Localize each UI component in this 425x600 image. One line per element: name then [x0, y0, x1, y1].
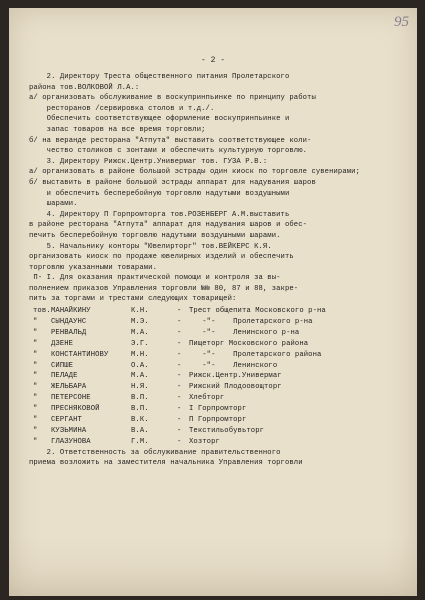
text-line: а/ организовать обслуживание в воскупринпьинке по принципу работы: [29, 94, 316, 103]
dash: -: [177, 339, 182, 348]
dash-wrap: [177, 437, 181, 448]
text-line: шарами.: [29, 200, 78, 209]
paper-stain: [9, 536, 417, 596]
assignee-initials: В.А.: [131, 426, 149, 435]
assignee-name: РЕНВАЛЬД: [51, 328, 87, 337]
text-line: пить за торгами и трестами следующих товарищей:: [29, 295, 237, 304]
dash: -: [177, 361, 182, 370]
assignee-initials: В.К.: [131, 415, 149, 424]
archive-number: 95: [394, 14, 409, 30]
assigned-organization: Рижский Плодоовощторг: [189, 383, 282, 392]
assignment-prefix: ": [33, 328, 38, 337]
text-line: чество столиков с зонтами и обеспечить культурную торговлю.: [29, 147, 308, 156]
assignments-table: [29, 306, 403, 448]
dash-wrap: [177, 415, 181, 426]
assigned-organization: Пищеторг Московского района: [189, 339, 309, 348]
text-line: запас товаров на все время торговли;: [29, 125, 206, 134]
paragraphs-before: [29, 72, 403, 305]
assignee-name: СЫНДАУНС: [51, 317, 87, 326]
dash-wrap: [177, 350, 181, 361]
dash: -: [177, 307, 182, 316]
dash: -: [177, 328, 182, 337]
assignee-initials: К.Н.: [131, 307, 149, 316]
text-line: печить бесперебойную торговлю надутыми воздушными шарами.: [29, 231, 281, 240]
assignment-row: [29, 306, 403, 317]
assignee-name: ПЕТЕРСОНЕ: [51, 394, 91, 403]
assignment-row: [29, 361, 403, 372]
assignment-prefix: ": [33, 372, 38, 381]
text-line: и обеспечить бесперебойную торговлю надутыми воздушными: [29, 189, 290, 198]
assignment-prefix: ": [33, 415, 38, 424]
assigned-organization: Хлебторг: [189, 394, 225, 403]
dash: -: [177, 415, 182, 424]
dash-wrap: [177, 426, 181, 437]
text-line: района тов.ВОЛКОВОЙ Л.А.:: [29, 83, 140, 92]
dash-wrap: [177, 382, 181, 393]
assignee-initials: В.П.: [131, 405, 149, 414]
assignee-name: ДЗЕНЕ: [51, 339, 74, 348]
assigned-organization: Рижск.Центр.Универмаг: [189, 372, 282, 381]
text-line: торговлю указанными товарами.: [29, 263, 157, 272]
assignment-row: [29, 404, 403, 415]
assignment-prefix: ": [33, 383, 38, 392]
assignment-row: [29, 393, 403, 404]
assignee-initials: М.Э.: [131, 317, 149, 326]
assignee-initials: Э.Г.: [131, 339, 149, 348]
assignee-name: ГЛАЗУНОВА: [51, 437, 91, 446]
dash: -: [177, 437, 182, 446]
dash-wrap: [177, 339, 181, 350]
assignee-initials: М.А.: [131, 372, 149, 381]
assigned-organization: П Горпромторг: [189, 415, 247, 424]
dash: -: [177, 394, 182, 403]
assignment-prefix: ": [33, 405, 38, 414]
text-line: в районе ресторана "Атпута" аппарат для надувания шаров и обес-: [29, 221, 308, 230]
text-line: приема возложить на заместителя начальника Управления торговли: [29, 459, 303, 468]
assignment-prefix: ": [33, 339, 38, 348]
assignment-row: [29, 371, 403, 382]
assignment-prefix: ": [33, 361, 38, 370]
assignment-row: [29, 339, 403, 350]
assignee-initials: В.П.: [131, 394, 149, 403]
assignment-row: [29, 328, 403, 339]
assignee-initials: Г.М.: [131, 437, 149, 446]
assignment-row: [29, 437, 403, 448]
assignment-prefix: ": [33, 350, 38, 359]
dash-wrap: [177, 404, 181, 415]
document-page: [9, 8, 417, 596]
assigned-organization: Трест общепита Московского р-на: [189, 307, 326, 316]
assigned-organization: Хозторг: [189, 437, 220, 446]
text-line: б/ выставить в районе большой эстрады аппарат для надувания шаров: [29, 178, 316, 187]
assignment-row: [29, 382, 403, 393]
dash-wrap: [177, 317, 181, 328]
assignment-prefix: тов.: [33, 307, 51, 316]
dash: -: [177, 372, 182, 381]
assignee-initials: М.А.: [131, 328, 149, 337]
text-line: 3. Директору Рижск.Центр.Универмаг тов. ГУЗА Р.В.:: [29, 157, 268, 166]
dash: -: [177, 405, 182, 414]
assigned-organization: -"- Пролетарского района: [189, 350, 322, 359]
assigned-organization: Текстильобувьторг: [189, 426, 265, 435]
assignee-name: ЖЕЛЬБАРА: [51, 383, 87, 392]
dash-wrap: [177, 393, 181, 404]
assignment-row: [29, 317, 403, 328]
assigned-organization: I Горпромторг: [189, 405, 247, 414]
dash: -: [177, 426, 182, 435]
dash-wrap: [177, 361, 181, 372]
assignment-prefix: ": [33, 437, 38, 446]
assignment-prefix: ": [33, 394, 38, 403]
assignee-name: СИПШЕ: [51, 361, 74, 370]
text-line: 2. Ответственность за обслуживание правительственного: [29, 448, 281, 457]
assignee-initials: Н.Я.: [131, 383, 149, 392]
dash-wrap: [177, 328, 181, 339]
assignment-row: [29, 426, 403, 437]
text-line: П- I. Для оказания практической помощи и контроля за вы-: [29, 274, 281, 283]
dash: -: [177, 383, 182, 392]
assignment-prefix: ": [33, 426, 38, 435]
assignment-row: [29, 415, 403, 426]
dash: -: [177, 350, 182, 359]
document-body: [29, 72, 403, 469]
text-line: 4. Директору П Горпромторга тов.РОЗЕНБЕРГ А.М.выставить: [29, 210, 290, 219]
assigned-organization: -"- Ленинского: [189, 361, 278, 370]
assignee-name: МАНАЙКИНУ: [51, 307, 91, 316]
assignee-initials: М.Н.: [131, 350, 149, 359]
assigned-organization: -"- Ленинского р-на: [189, 328, 300, 337]
assignee-initials: О.А.: [131, 361, 149, 370]
assignment-row: [29, 350, 403, 361]
assignee-name: ПРЕСНЯКОВОЙ: [51, 405, 100, 414]
text-line: 2. Директору Треста общественного питания Пролетарского: [29, 73, 290, 81]
text-line: а/ организовать в районе большой эстрады один киоск по торговле сувенирами;: [29, 168, 360, 177]
text-line: 5. Начальнику конторы "Ювелирторг" тов.ВЕЙКЕРС К.Я.: [29, 242, 272, 251]
paragraphs-after: [29, 448, 403, 469]
assignee-name: СЕРГАНТ: [51, 415, 82, 424]
text-line: полнением приказов Управления торговли №№ 80, 87 и 88, закре-: [29, 284, 299, 293]
assignee-name: ПЕЛАДЕ: [51, 372, 78, 381]
assignee-name: КОНСТАНТИНОВУ: [51, 350, 109, 359]
text-line: организовать киоск по продаже ювелирных изделий и обеспечить: [29, 253, 294, 262]
assignee-name: КУЗЬМИНА: [51, 426, 87, 435]
page-number: - 2 -: [200, 56, 225, 65]
dash-wrap: [177, 306, 181, 317]
text-line: б/ на веранде ресторана "Атпута" выставить соответствующее коли-: [29, 136, 312, 145]
dash: -: [177, 317, 182, 326]
assignment-prefix: ": [33, 317, 38, 326]
text-line: ресторанов /сервировка столов и т.д./.: [29, 104, 215, 113]
text-line: Обеспечить соответствующее оформление воскупринпьинке и: [29, 115, 290, 124]
assigned-organization: -"- Пролетарского р-на: [189, 317, 313, 326]
dash-wrap: [177, 371, 181, 382]
